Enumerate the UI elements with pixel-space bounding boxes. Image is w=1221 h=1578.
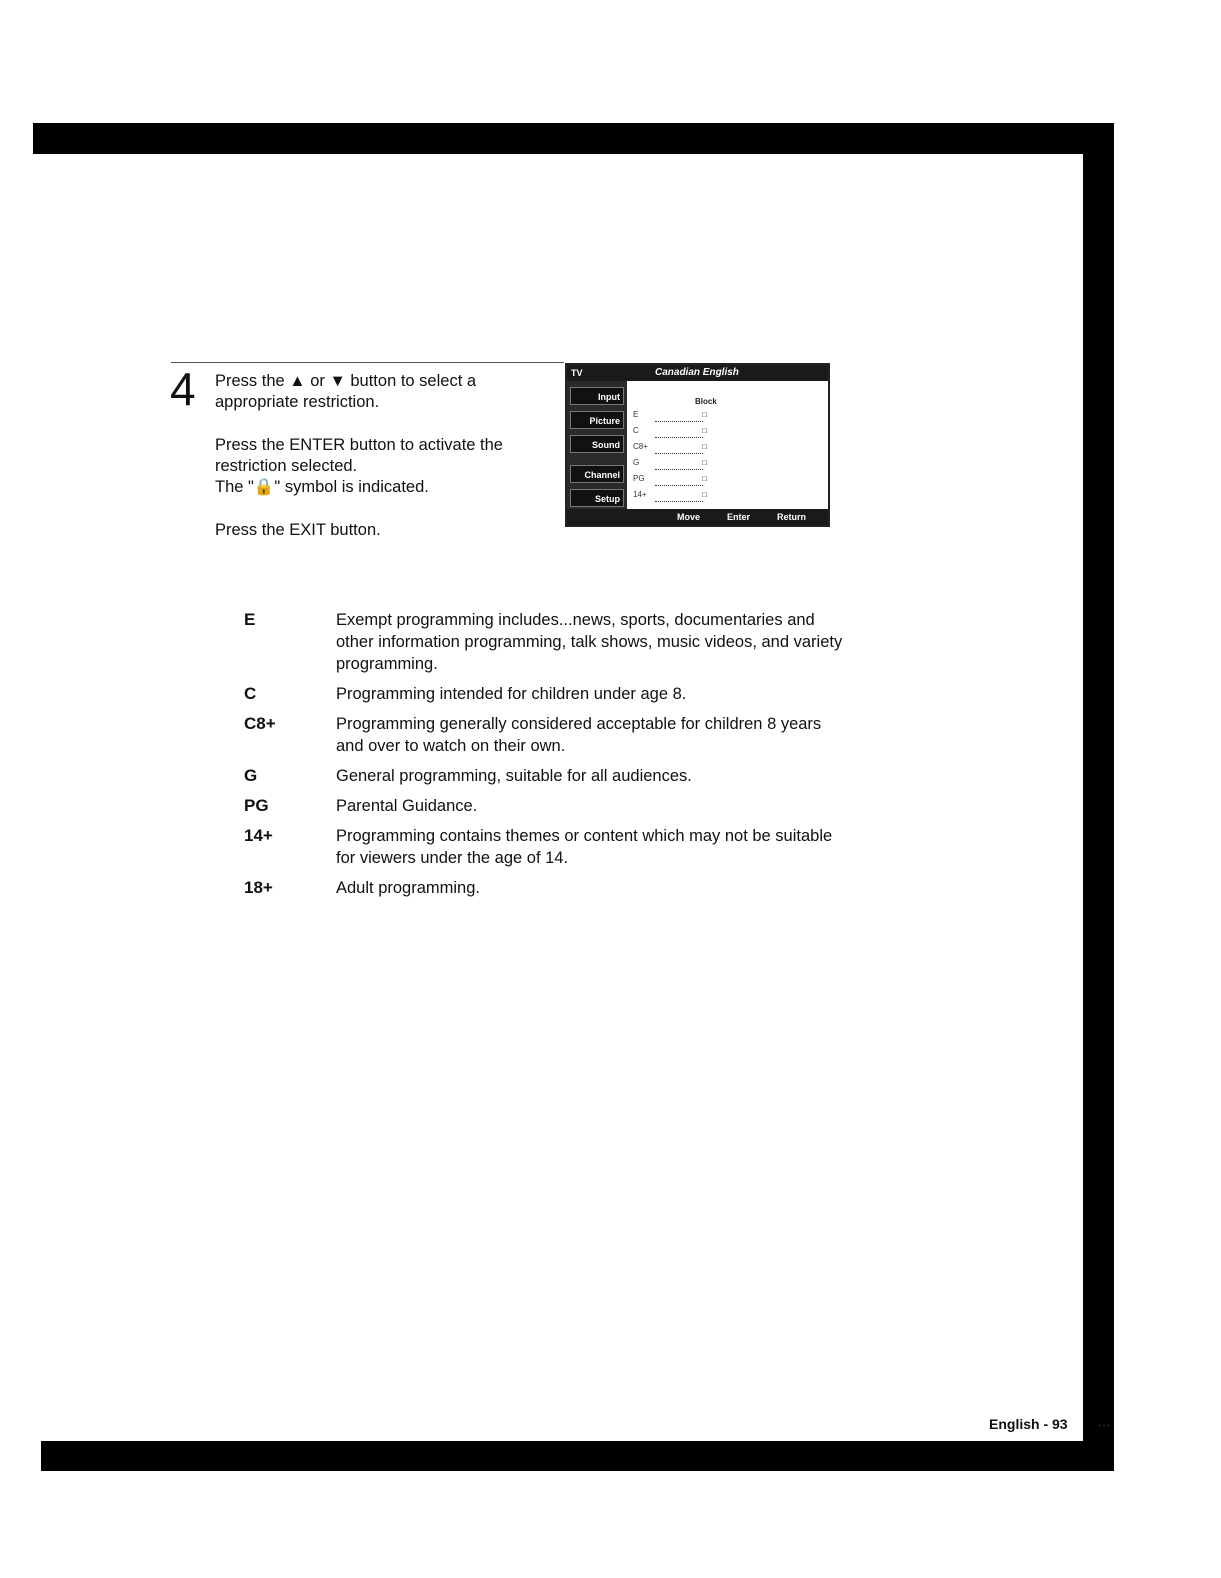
lock-icon: □: [702, 490, 707, 499]
rating-code: PG: [244, 796, 269, 815]
tv-rating-row: [633, 489, 707, 502]
tv-rating-row-label: G: [633, 458, 640, 467]
tv-menu-header: [567, 365, 828, 381]
rating-item-g: [244, 765, 844, 787]
rating-item-pg: [244, 795, 844, 817]
tv-rating-row: [633, 457, 707, 470]
tv-block-label: Block: [695, 397, 717, 406]
rating-description: Programming intended for children under age 8.: [336, 685, 687, 703]
tv-rating-row-label: E: [633, 410, 639, 419]
tv-rating-row-label: C8+: [633, 442, 648, 451]
tv-rating-row-label: C: [633, 426, 639, 435]
right-border-bar: [1083, 123, 1114, 1453]
step-instructions: [215, 371, 545, 563]
rating-description: Parental Guidance.: [336, 797, 478, 815]
rating-code: C8+: [244, 714, 276, 733]
rating-code: G: [244, 766, 258, 785]
tv-menu-content: [631, 383, 826, 511]
rating-description: Programming generally considered acceptable for children 8 years and over to watch on their own.: [336, 715, 822, 755]
tv-menu-footer: [567, 509, 828, 525]
tv-rating-row-label: 14+: [633, 490, 647, 499]
tv-rating-row: [633, 425, 707, 438]
page-number: English - 93: [989, 1416, 1068, 1432]
tv-sidebar-item-sound: Sound: [570, 435, 624, 453]
lock-icon: □: [702, 458, 707, 467]
tv-sidebar-item-input: Input: [570, 387, 624, 405]
page-edge-mark: ···: [1098, 1420, 1111, 1431]
lock-icon: □: [702, 474, 707, 483]
tv-footer-move: Move: [677, 512, 701, 522]
rating-item-c8: [244, 713, 844, 757]
rating-code: C: [244, 684, 257, 703]
bottom-border-bar: [41, 1441, 1114, 1471]
rating-description: Adult programming.: [336, 879, 480, 897]
rating-code: 14+: [244, 826, 273, 845]
tv-sidebar-item-picture: Picture: [570, 411, 624, 429]
top-border-bar: [33, 123, 1109, 154]
rating-description: Exempt programming includes...news, sports, documentaries and other information programming, talk shows, music videos, and variety programming.: [336, 611, 843, 673]
rating-item-18: [244, 877, 844, 899]
instruction-select: Press the ▲ or ▼ button to select a appropriate restriction.: [215, 372, 477, 411]
rating-code: 18+: [244, 878, 273, 897]
instruction-exit: Press the EXIT button.: [215, 521, 381, 539]
tv-menu-sidebar: [567, 381, 627, 515]
tv-rating-row: [633, 473, 707, 486]
rating-item-14: [244, 825, 844, 869]
rating-description: Programming contains themes or content which may not be suitable for viewers under the age of 14.: [336, 827, 833, 867]
tv-menu-screenshot: [565, 363, 830, 527]
tv-footer-return: Return: [777, 512, 806, 522]
step-number: 4: [170, 363, 196, 415]
tv-footer-enter: Enter: [727, 512, 751, 522]
instruction-symbol: The "🔒" symbol is indicated.: [215, 478, 429, 496]
tv-rating-row-label: PG: [633, 474, 645, 483]
tv-sidebar-item-channel: Channel: [570, 465, 624, 483]
step-divider: [171, 362, 564, 363]
rating-description: General programming, suitable for all audiences.: [336, 767, 692, 785]
rating-definitions: [244, 609, 844, 899]
lock-icon: □: [702, 442, 707, 451]
tv-menu-title: Canadian English: [655, 367, 739, 378]
tv-rating-row: [633, 441, 707, 454]
instruction-enter: Press the ENTER button to activate the restriction selected.: [215, 436, 503, 475]
rating-code: E: [244, 610, 256, 629]
tv-rating-row: [633, 409, 707, 422]
tv-sidebar-item-setup: Setup: [570, 489, 624, 507]
tv-mode-label: TV: [571, 368, 583, 378]
lock-icon: □: [702, 426, 707, 435]
rating-item-c: [244, 683, 844, 705]
rating-item-e: [244, 609, 844, 675]
lock-icon: □: [702, 410, 707, 419]
